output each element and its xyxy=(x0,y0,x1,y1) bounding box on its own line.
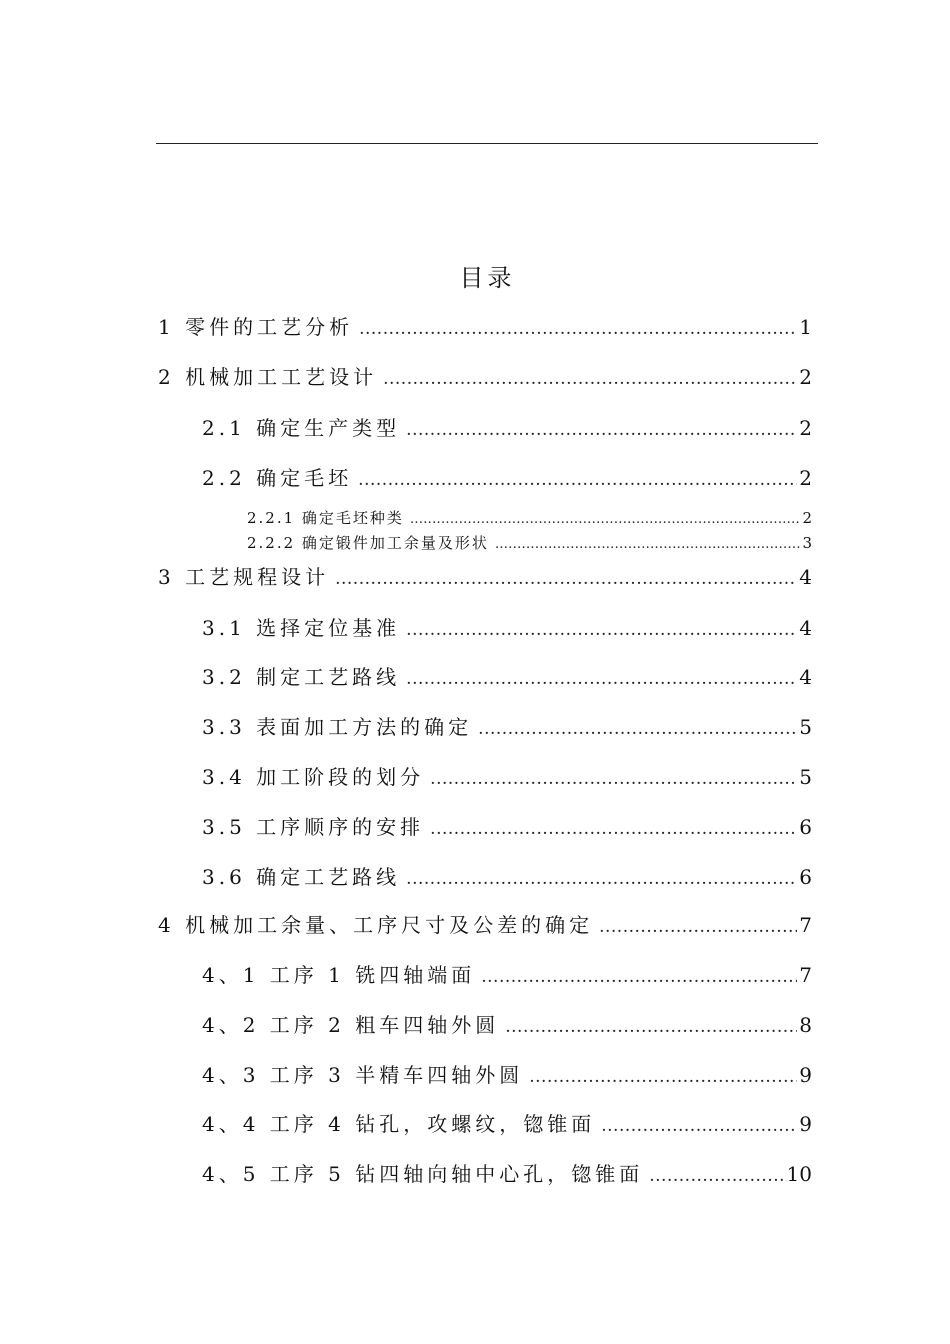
toc-page-number: 1 xyxy=(799,315,812,339)
header-rule xyxy=(156,143,818,144)
toc-entry-label: 4、1 工序 1 铣四轴端面 xyxy=(202,963,476,987)
toc-title: 目录 xyxy=(459,264,516,292)
dot-leader xyxy=(335,566,797,592)
toc-page-number: 4 xyxy=(799,665,812,689)
toc-page-number: 3 xyxy=(802,534,812,552)
toc-page-number: 5 xyxy=(799,765,812,789)
dot-leader xyxy=(649,1163,784,1189)
dot-leader xyxy=(430,816,797,842)
toc-page-number: 2 xyxy=(802,509,812,527)
dot-leader xyxy=(406,617,797,643)
dot-leader xyxy=(430,766,797,792)
toc-entry-label: 4、3 工序 3 半精车四轴外圆 xyxy=(202,1063,524,1087)
toc-entry[interactable] xyxy=(202,864,812,892)
toc-entry[interactable] xyxy=(202,814,812,842)
toc-entry-label: 1 零件的工艺分析 xyxy=(158,315,354,339)
toc-page-number: 2 xyxy=(799,365,812,389)
toc-entry[interactable] xyxy=(158,912,812,940)
dot-leader xyxy=(410,510,801,530)
toc-entry[interactable] xyxy=(202,465,812,493)
toc-entry-label: 3.5 工序顺序的安排 xyxy=(202,815,425,839)
toc-entry-label: 4、4 工序 4 钻孔，攻螺纹，锪锥面 xyxy=(202,1112,596,1136)
dot-leader xyxy=(529,1064,797,1090)
toc-page-number: 10 xyxy=(786,1162,812,1186)
toc-entry[interactable] xyxy=(202,415,812,443)
toc-entry-label: 3.4 加工阶段的划分 xyxy=(202,765,425,789)
toc-entry[interactable] xyxy=(158,364,812,392)
toc-entry-label: 3.3 表面加工方法的确定 xyxy=(202,715,473,739)
dot-leader xyxy=(505,1014,797,1040)
toc-entry[interactable] xyxy=(202,1161,812,1189)
dot-leader xyxy=(383,366,797,392)
dot-leader xyxy=(599,914,797,940)
toc-entry[interactable] xyxy=(247,508,812,530)
toc-page-number: 8 xyxy=(799,1013,812,1037)
dot-leader xyxy=(406,417,797,443)
toc-page-number: 6 xyxy=(799,865,812,889)
toc-entry-label: 2.1 确定生产类型 xyxy=(202,416,401,440)
toc-entry[interactable] xyxy=(158,564,812,592)
toc-entry-label: 3.6 确定工艺路线 xyxy=(202,865,401,889)
toc-entry[interactable] xyxy=(202,1062,812,1090)
toc-page-number: 2 xyxy=(799,466,812,490)
dot-leader xyxy=(359,316,797,342)
toc-page-number: 6 xyxy=(799,815,812,839)
toc-page-number: 7 xyxy=(799,913,812,937)
toc-entry[interactable] xyxy=(247,533,812,555)
toc-entry[interactable] xyxy=(202,1012,812,1040)
toc-page-number: 4 xyxy=(799,616,812,640)
toc-entry[interactable] xyxy=(202,1111,812,1139)
toc-entry-label: 3.2 制定工艺路线 xyxy=(202,665,401,689)
dot-leader xyxy=(406,666,797,692)
toc-page-number: 9 xyxy=(799,1063,812,1087)
toc-page-number: 4 xyxy=(799,565,812,589)
toc-entry-label: 2.2.1 确定毛坯种类 xyxy=(247,509,404,527)
dot-leader xyxy=(481,964,797,990)
dot-leader xyxy=(358,467,797,493)
toc-entry-label: 3.1 选择定位基准 xyxy=(202,616,401,640)
toc-entry-label: 2.2.2 确定锻件加工余量及形状 xyxy=(247,534,489,552)
toc-entry-label: 2 机械加工工艺设计 xyxy=(158,365,378,389)
toc-entry[interactable] xyxy=(202,764,812,792)
toc-entry-label: 2.2 确定毛坯 xyxy=(202,466,353,490)
toc-entry-label: 3 工艺规程设计 xyxy=(158,565,330,589)
toc-entry[interactable] xyxy=(202,615,812,643)
toc-page-number: 7 xyxy=(799,963,812,987)
dot-leader xyxy=(495,535,801,555)
dot-leader xyxy=(406,866,797,892)
toc-page-number: 9 xyxy=(799,1112,812,1136)
toc-entry[interactable] xyxy=(202,714,812,742)
toc-entry-label: 4 机械加工余量、工序尺寸及公差的确定 xyxy=(158,913,594,937)
toc-entry[interactable] xyxy=(158,314,812,342)
dot-leader xyxy=(601,1113,797,1139)
dot-leader xyxy=(478,716,797,742)
toc-entry-label: 4、5 工序 5 钻四轴向轴中心孔，锪锥面 xyxy=(202,1162,644,1186)
toc-page-number: 5 xyxy=(799,715,812,739)
toc-entry[interactable] xyxy=(202,962,812,990)
toc-entry-label: 4、2 工序 2 粗车四轴外圆 xyxy=(202,1013,500,1037)
toc-page-number: 2 xyxy=(799,416,812,440)
toc-entry[interactable] xyxy=(202,664,812,692)
